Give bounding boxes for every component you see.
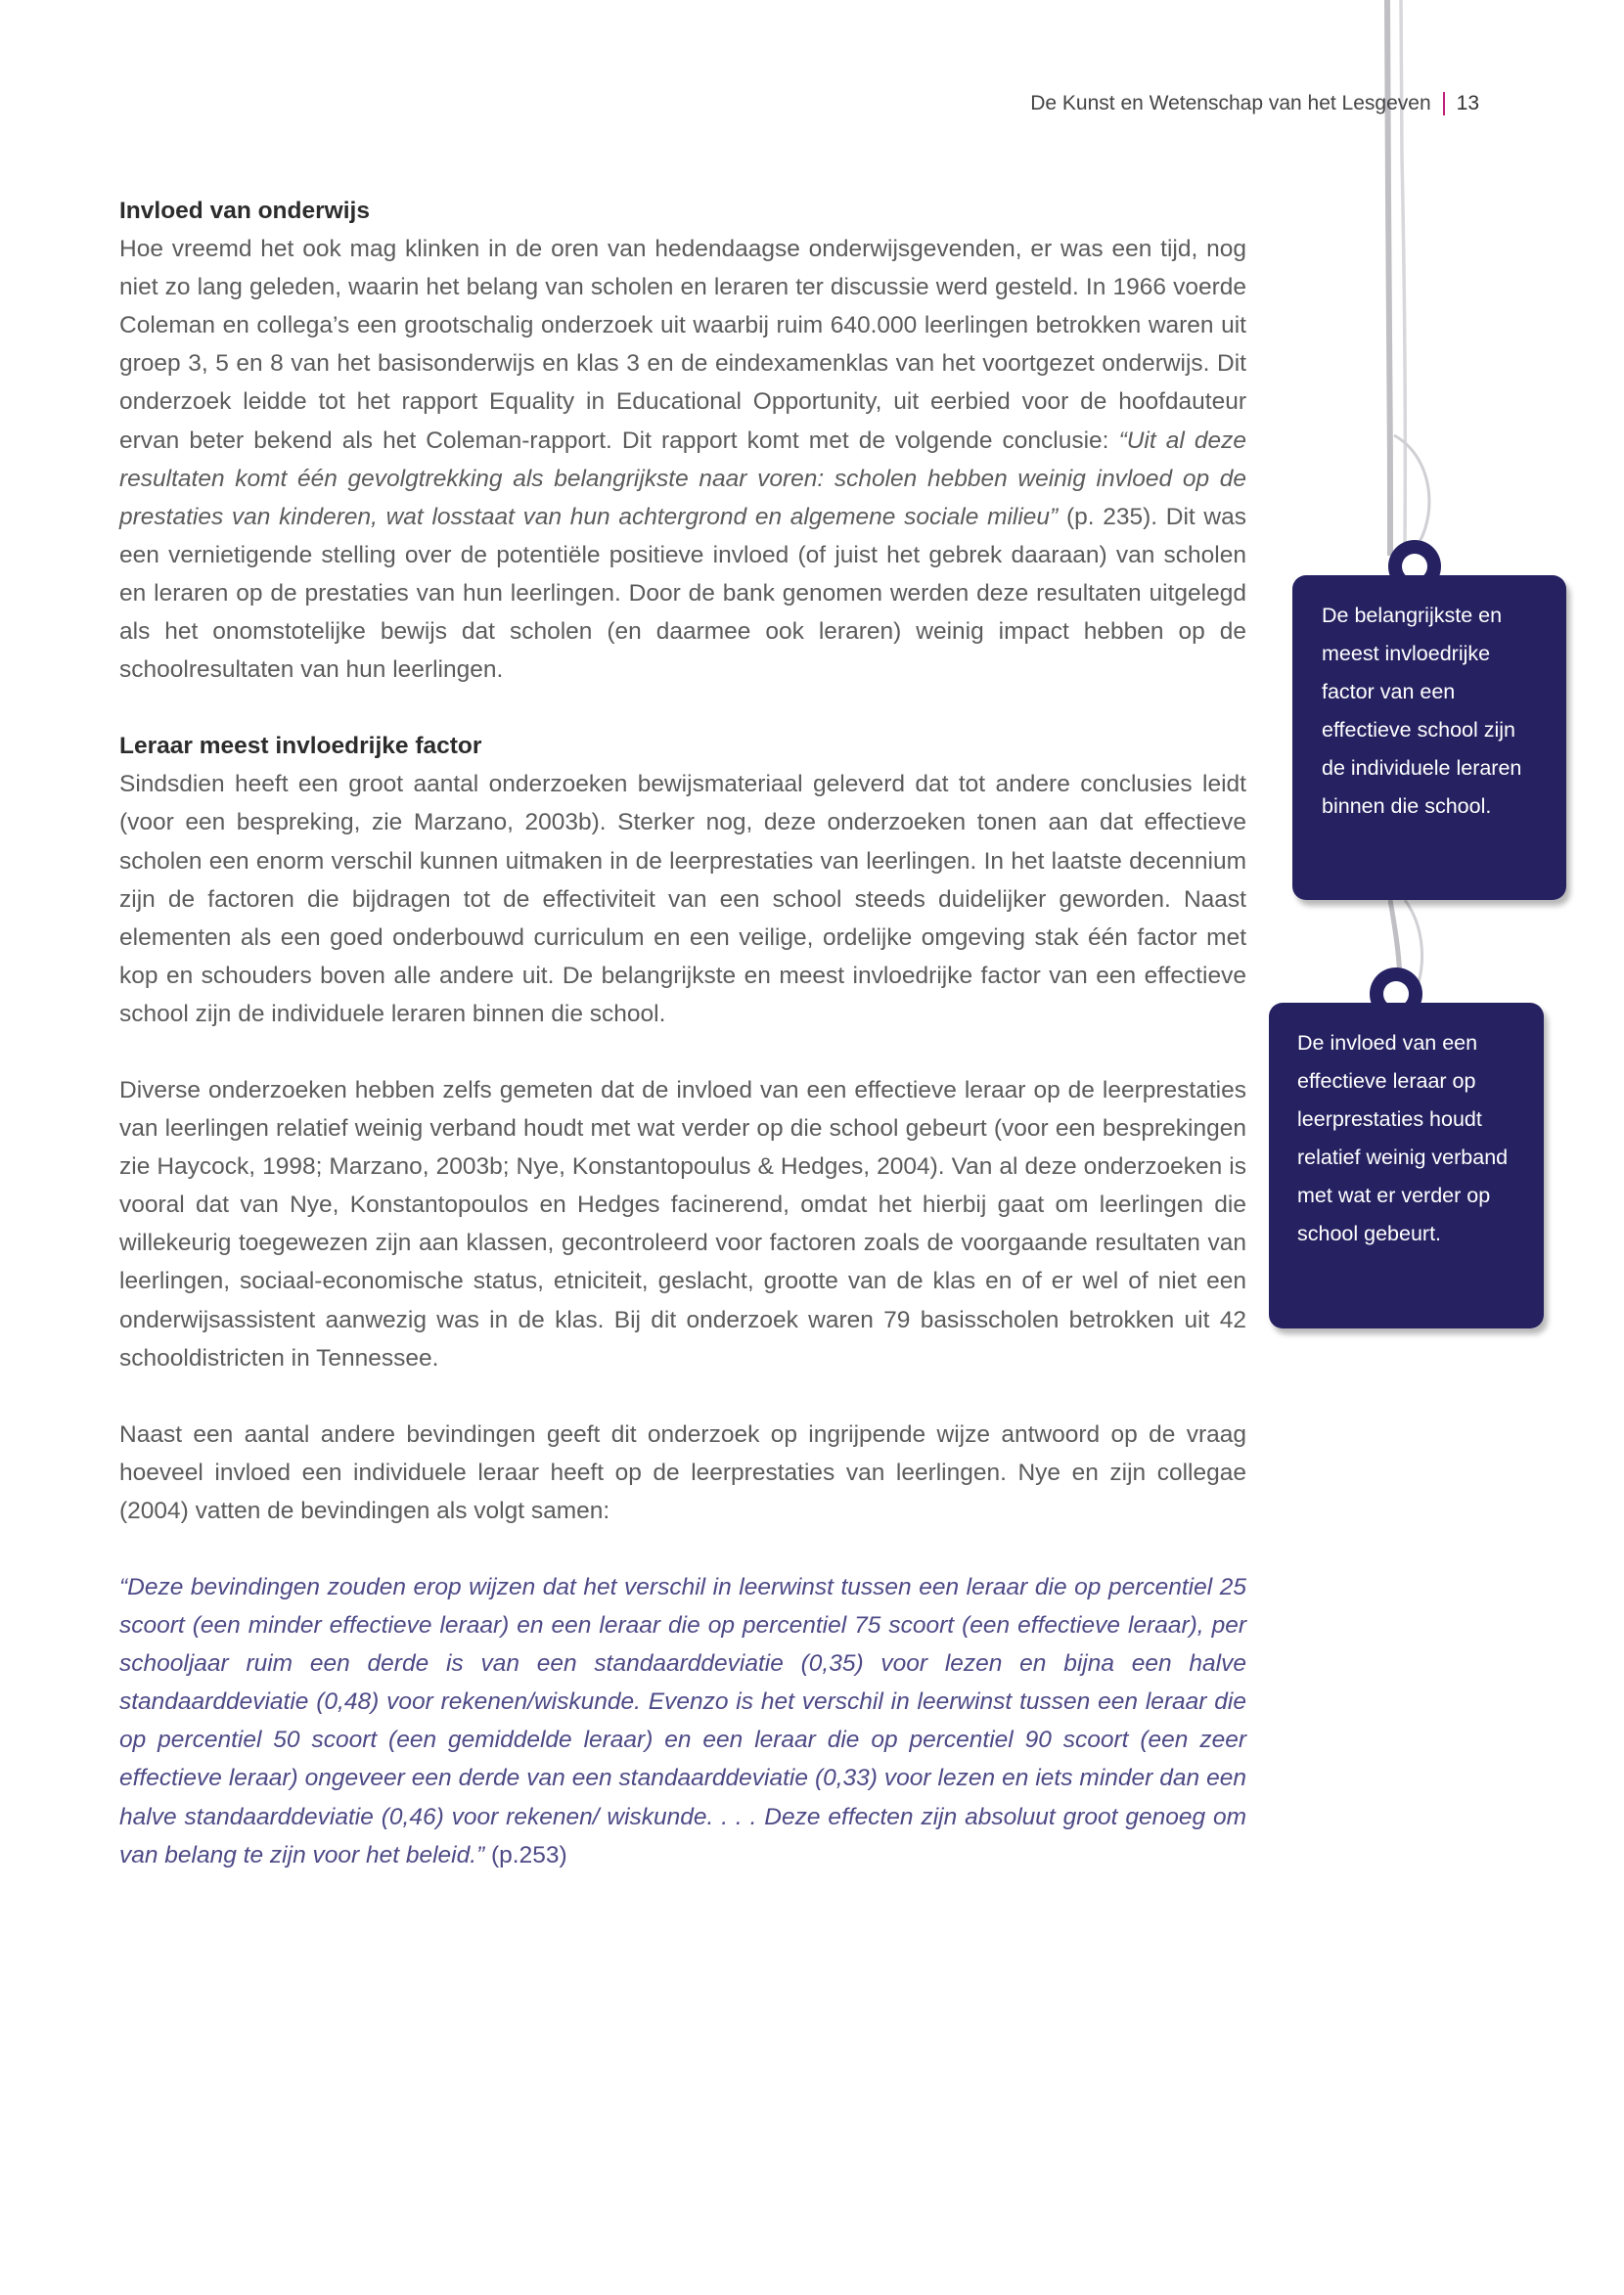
section-heading-invloed: Invloed van onderwijs <box>119 198 370 224</box>
callout-tag-2-line: school gebeurt. <box>1297 1222 1442 1245</box>
callout-tag-2-line: leerprestaties houdt <box>1297 1107 1482 1131</box>
page-number: 13 <box>1456 92 1479 114</box>
paragraph-leraar-3: Naast een aantal andere bevindingen geeft dit onderzoek op ingrijpende wijze antwoord op de vraag hoeveel invloed een individuele leraar heeft op de leerprestaties van leerlingen. Nye en zijn collegae (2004) vatten de bevindingen als volgt samen: <box>119 1420 1246 1524</box>
callout-tag-2-line: effectieve leraar op <box>1297 1069 1476 1093</box>
callout-tag-1-line: factor van een <box>1322 680 1456 703</box>
callout-tag-1-line: de individuele leraren <box>1322 756 1522 780</box>
callout-tag-1-line: meest invloedrijke <box>1322 642 1491 665</box>
paragraph-leraar-2: Diverse onderzoeken hebben zelfs gemeten dat de invloed van een effectieve leraar op de leerprestaties van leerlingen relatief weinig verband houdt met wat verder op die school gebeurt (voor een besprekingen zie Haycock, 1998; Marzano, 2003b; Nye, Konstantopoulus & Hedges, 2004). Van al deze onderzoeken is vooral dat van Nye, Konstantopoulos en Hedges facinerend, omdat het hierbij gaat om leerlingen die willekeurig toegewezen zijn aan klassen, gecontroleerd voor factoren zoals de voorgaande resultaten van leerlingen, sociaal-economische status, etniciteit, geslacht, grootte van de klas en of er wel of niet een onderwijsassistent aanwezig was in de klas. Bij dit onderzoek waren 79 basisscholen betrokken uit 42 schooldistricten in Tennessee. <box>119 1076 1246 1372</box>
running-header-title: De Kunst en Wetenschap van het Lesgeven <box>1030 92 1431 114</box>
block-quote-nye <box>119 1568 1246 1874</box>
block-quote-reference: (p.253) <box>491 1841 567 1868</box>
callout-tag-2-line: met wat er verder op <box>1297 1184 1491 1207</box>
header-divider <box>1443 92 1445 115</box>
main-content <box>119 192 1246 1912</box>
paragraph-invloed-text-2: (p. 235). Dit was een vernietigende stelling over de potentiële positieve invloed (of juist het gebrek daaraan) van scholen en leraren op de prestaties van hun leerlingen. Door de bank genomen werden deze resultaten uitgelegd als het onomstotelijke bewijs dat scholen (en daarmee ook leraren) weinig impact hebben op de schoolresultaten van hun leerlingen. <box>119 503 1246 684</box>
coleman-inline-quote: “Uit al deze resultaten komt één gevolgtrekking als belangrijkste naar voren: scholen hebben weinig invloed op de prestaties van kinderen, wat losstaat van hun achtergrond en algemene sociale milieu” <box>119 427 1246 530</box>
section-heading-leraar: Leraar meest invloedrijke factor <box>119 733 482 760</box>
block-quote-text: “Deze bevindingen zouden erop wijzen dat het verschil in leerwinst tussen een leraar die op percentiel 25 scoort (een minder effectieve leraar) en een leraar die op percentiel 75 scoort (een effectieve leraar), per schooljaar ruim een derde is van een standaarddeviatie (0,35) voor lezen en bijna een halve standaarddeviatie (0,48) voor rekenen/wiskunde. Evenzo is het verschil in leerwinst tussen een leraar die op percentiel 50 scoort (een gemiddelde leraar) en een leraar die op percentiel 90 scoort (een zeer effectieve leraar) ongeveer een derde van een standaarddeviatie (0,33) voor lezen en iets minder dan een halve standaarddeviatie (0,46) voor rekenen/ wiskunde. . . . Deze effecten zijn absoluut groot genoeg om van belang te zijn voor het beleid.” <box>119 1574 1246 1868</box>
running-header <box>1030 92 1479 115</box>
paragraph-leraar-1: Sindsdien heeft een groot aantal onderzoeken bewijsmateriaal geleverd dat tot andere conclusies leidt (voor een bespreking, zie Marzano, 2003b). Sterker nog, deze onderzoeken tonen aan dat effectieve scholen een enorm verschil kunnen uitmaken in de leerprestaties van leerlingen. In het laatste decennium zijn de factoren die bijdragen tot de effectiviteit van een school steeds duidelijker geworden. Naast elementen als een goed onderbouwd curriculum en een veilige, ordelijke omgeving stak één factor met kop en schouders boven alle andere uit. De belangrijkste en meest invloedrijke factor van een effectieve school zijn de individuele leraren binnen die school. <box>119 771 1246 1027</box>
callout-tag-2-line: De invloed van een <box>1297 1031 1478 1055</box>
callout-tag-2-line: relatief weinig verband <box>1297 1146 1509 1169</box>
callout-tag-2 <box>1269 1003 1544 1328</box>
callout-tag-1-line: binnen die school. <box>1322 794 1492 818</box>
callout-tag-1-line: effectieve school zijn <box>1322 718 1515 742</box>
callout-tag-1-line: De belangrijkste en <box>1322 604 1503 627</box>
paragraph-invloed <box>119 230 1246 689</box>
callout-tag-1 <box>1292 575 1566 900</box>
paragraph-invloed-text-1: Hoe vreemd het ook mag klinken in de oren van hedendaagse onderwijsgevenden, er was een tijd, nog niet zo lang geleden, waarin het belang van scholen en leraren ter discussie werd gesteld. In 1966 voerde Coleman en collega’s een grootschalig onderzoek uit waarbij ruim 640.000 leerlingen betrokken waren uit groep 3, 5 en 8 van het basisonderwijs en klas 3 en de eindexamenklas van het voortgezet onderwijs. Dit onderzoek leidde tot het rapport Equality in Educational Opportunity, uit eerbied voor de hoofdauteur ervan beter bekend als het Coleman-rapport. Dit rapport komt met de volgende conclusie: <box>119 236 1246 454</box>
